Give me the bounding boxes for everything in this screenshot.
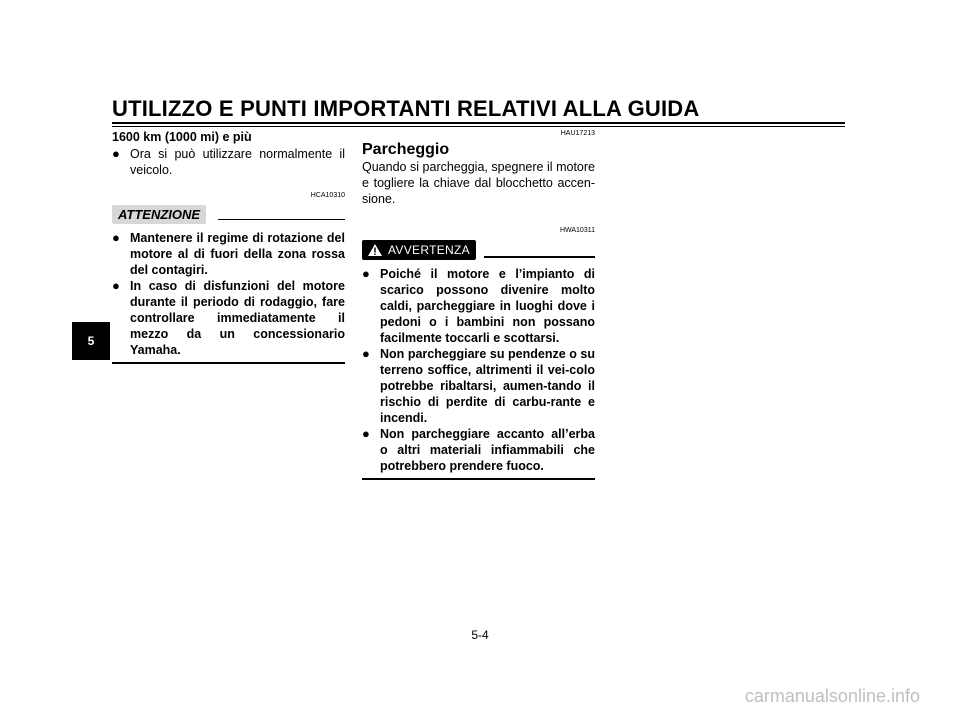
warning-end-rule xyxy=(362,478,595,480)
page-number: 5-4 xyxy=(471,628,489,642)
chapter-tab: 5 xyxy=(72,322,110,360)
title-rule-thin xyxy=(112,126,845,127)
warning-triangle-icon xyxy=(368,244,382,256)
section-paragraph: Quando si parcheggia, spegnere il motore e togliere la chiave dal blocchetto accen-sione. xyxy=(362,160,595,206)
bullet-icon: ● xyxy=(362,346,370,361)
caution-header xyxy=(112,205,345,224)
list-item: ● In caso di disfunzioni del motore durante il periodo di rodaggio, fare controllare immediatamente il mezzo da un concessionario Yamaha. xyxy=(112,278,345,357)
subheading: 1600 km (1000 mi) e più xyxy=(112,130,252,144)
bullet-icon: ● xyxy=(112,278,120,293)
list-item: ● Mantenere il regime di rotazione del motore al di fuori della zona rossa del contagiri. xyxy=(112,230,345,277)
warning-label: AVVERTENZA xyxy=(388,243,470,257)
caution-code: HCA10310 xyxy=(310,192,345,199)
list-item: ● Non parcheggiare accanto all’erba o altri materiali infiammabili che potrebbero prendere fuoco. xyxy=(362,426,595,473)
title-rule xyxy=(112,122,845,124)
caution-end-rule xyxy=(112,362,345,364)
left-column xyxy=(112,130,345,364)
bullet-icon: ● xyxy=(112,146,120,161)
list-item: ● Poiché il motore e l’impianto di scarico possono divenire molto caldi, parcheggiare in luoghi dove i pedoni o i bambini non possano facilmente toccarli e scottarsi. xyxy=(362,266,595,345)
warning-rule xyxy=(484,256,595,258)
caution-label: ATTENZIONE xyxy=(112,205,206,224)
bullet-icon: ● xyxy=(112,230,120,245)
caution-rule xyxy=(218,219,345,221)
list-item: ● Ora si può utilizzare normalmente il veicolo. xyxy=(112,146,345,177)
right-column xyxy=(362,130,595,480)
warning-badge xyxy=(362,240,476,260)
watermark: carmanualsonline.info xyxy=(744,686,920,706)
page-title: UTILIZZO E PUNTI IMPORTANTI RELATIVI ALLA GUIDA xyxy=(112,96,700,121)
warning-header xyxy=(362,240,595,260)
section-code: HAU17213 xyxy=(560,130,595,137)
list-item: ● Non parcheggiare su pendenze o su terreno soffice, altrimenti il vei-colo potrebbe ribaltarsi, aumen-tando il rischio di perdite di carbu-rante e incendi. xyxy=(362,346,595,425)
section-heading: Parcheggio xyxy=(362,141,450,158)
bullet-icon: ● xyxy=(362,266,370,281)
bullet-icon: ● xyxy=(362,426,370,441)
warning-code: HWA10311 xyxy=(559,227,595,234)
